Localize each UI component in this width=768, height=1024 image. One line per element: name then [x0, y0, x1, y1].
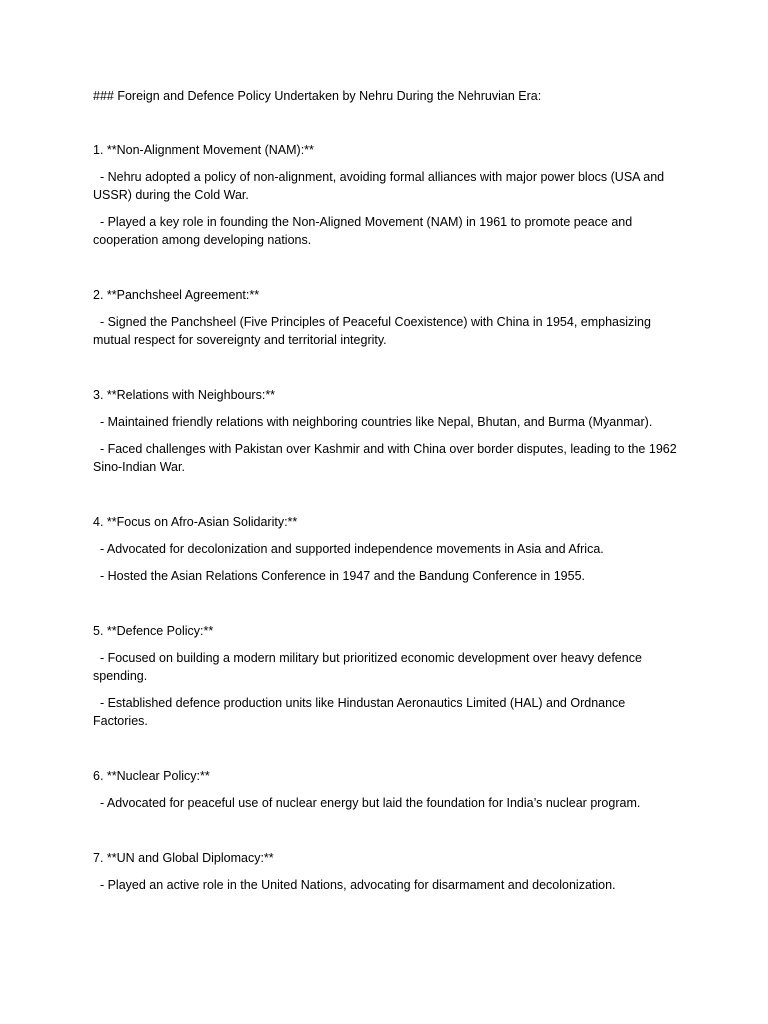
section-title: 4. **Focus on Afro-Asian Solidarity:**	[93, 515, 298, 529]
section-non-alignment	[93, 141, 683, 249]
section-point: - Hosted the Asian Relations Conference in 1947 and the Bandung Conference in 1955.	[93, 569, 586, 583]
section-point: - Faced challenges with Pakistan over Kashmir and with China over border disputes, leading to the 1962 Sino-Indian War.	[93, 442, 681, 474]
section-afro-asian-solidarity	[93, 513, 683, 585]
section-title: 6. **Nuclear Policy:**	[93, 769, 210, 783]
section-point: - Nehru adopted a policy of non-alignment, avoiding formal alliances with major power blocs (USA and USSR) during the Cold War.	[93, 170, 668, 202]
section-neighbours	[93, 386, 683, 476]
section-panchsheel	[93, 286, 683, 349]
section-point: - Focused on building a modern military but prioritized economic development over heavy defence spending.	[93, 651, 646, 683]
section-title: 3. **Relations with Neighbours:**	[93, 388, 276, 402]
section-nuclear-policy	[93, 767, 683, 812]
section-title: 1. **Non-Alignment Movement (NAM):**	[93, 143, 314, 157]
section-defence-policy	[93, 622, 683, 730]
section-point: - Advocated for peaceful use of nuclear energy but laid the foundation for India’s nuclear program.	[93, 796, 641, 810]
section-point: - Established defence production units like Hindustan Aeronautics Limited (HAL) and Ordnance Factories.	[93, 696, 629, 728]
section-point: - Maintained friendly relations with neighboring countries like Nepal, Bhutan, and Burma (Myanmar).	[93, 415, 653, 429]
section-title: 2. **Panchsheel Agreement:**	[93, 288, 260, 302]
section-point: - Advocated for decolonization and supported independence movements in Asia and Africa.	[93, 542, 604, 556]
section-title: 5. **Defence Policy:**	[93, 624, 214, 638]
document-heading: ### Foreign and Defence Policy Undertaken by Nehru During the Nehruvian Era:	[93, 89, 542, 103]
document-page	[93, 87, 683, 931]
section-point: - Played an active role in the United Nations, advocating for disarmament and decolonization.	[93, 878, 616, 892]
section-point: - Signed the Panchsheel (Five Principles of Peaceful Coexistence) with China in 1954, emphasizing mutual respect for sovereignty and territorial integrity.	[93, 315, 655, 347]
section-title: 7. **UN and Global Diplomacy:**	[93, 851, 274, 865]
section-un-global-diplomacy	[93, 849, 683, 894]
section-point: - Played a key role in founding the Non-Aligned Movement (NAM) in 1961 to promote peace and cooperation among developing nations.	[93, 215, 636, 247]
